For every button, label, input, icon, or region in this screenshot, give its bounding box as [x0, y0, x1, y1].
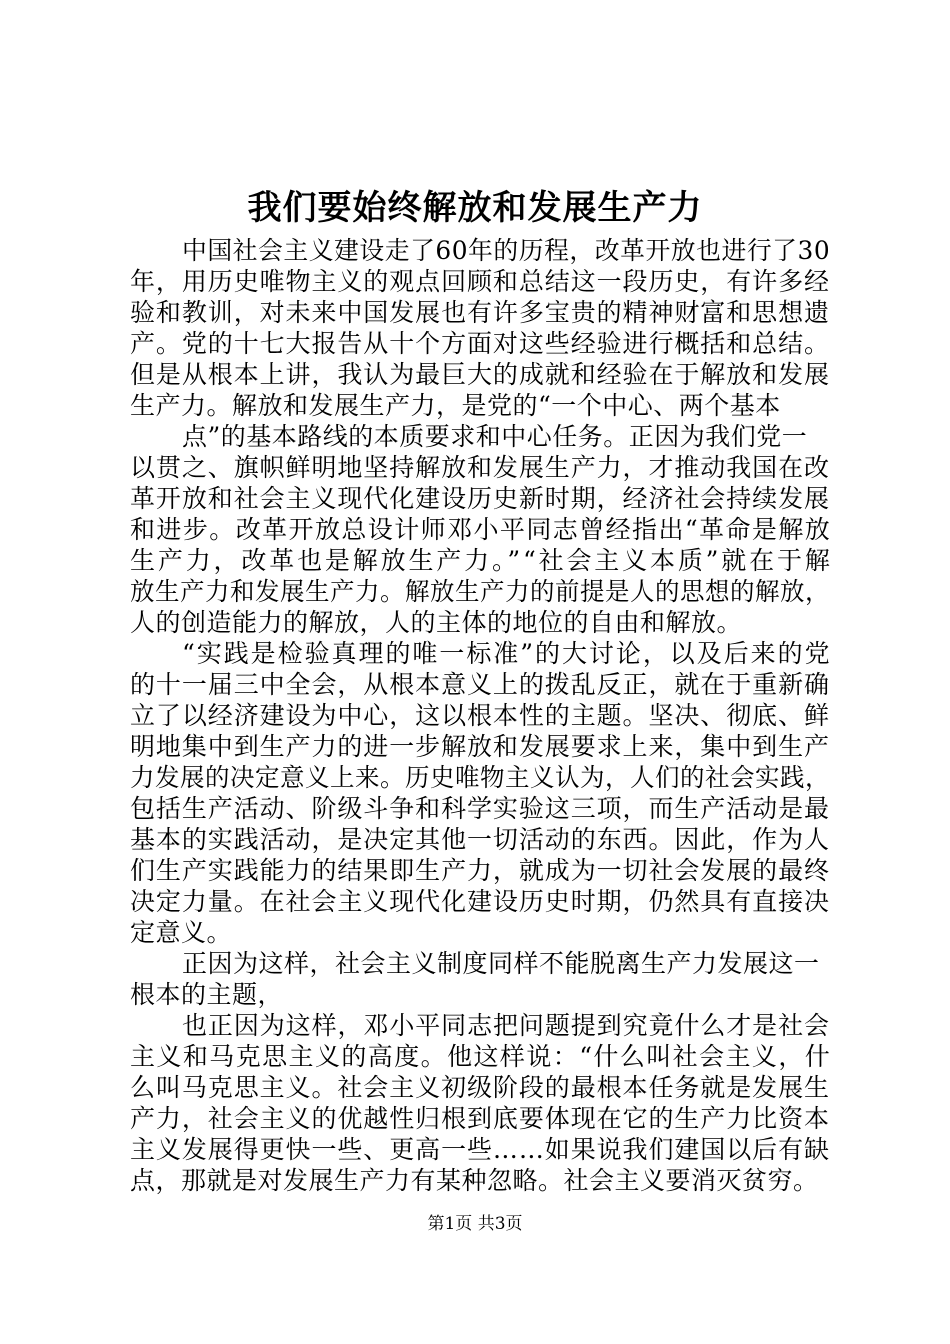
paragraph-line: “实践是检验真理的唯一标准”的大讨论，以及后来的党: [182, 639, 832, 668]
document-title: 我们要始终解放和发展生产力: [247, 188, 703, 228]
paragraph-line: 主义发展得更快一些、更高一些……如果说我们建国以后有缺: [130, 1135, 830, 1164]
paragraph-line: 根本的主题，: [130, 980, 284, 1009]
paragraph-line: 立了以经济建设为中心，这以根本性的主题。坚决、彻底、鲜: [130, 701, 830, 730]
paragraph-line: 主义和马克思主义的高度。他这样说：“什么叫社会主义，什: [130, 1042, 832, 1071]
paragraph-line: 年，用历史唯物主义的观点回顾和总结这一段历史，有许多经: [130, 267, 830, 296]
paragraph-line: 以贯之、旗帜鲜明地坚持解放和发展生产力，才推动我国在改: [130, 453, 830, 482]
paragraph-line: 的十一届三中全会，从根本意义上的拨乱反正，就在于重新确: [130, 670, 830, 699]
paragraph-line: 包括生产活动、阶级斗争和科学实验这三项，而生产活动是最: [130, 794, 830, 823]
page-footer: 第1页 共3页: [427, 1214, 523, 1234]
paragraph-line: 力发展的决定意义上来。历史唯物主义认为，人们的社会实践，: [130, 763, 831, 792]
paragraph-line: 人的创造能力的解放，人的主体的地位的自由和解放。: [130, 608, 743, 637]
paragraph-line: 么叫马克思主义。社会主义初级阶段的最根本任务就是发展生: [130, 1073, 830, 1102]
paragraph-line: 验和教训，对未来中国发展也有许多宝贵的精神财富和思想遗: [130, 298, 830, 327]
paragraph-line: 们生产实践能力的结果即生产力，就成为一切社会发展的最终: [130, 856, 830, 885]
paragraph-line: 基本的实践活动，是决定其他一切活动的东西。因此，作为人: [130, 825, 830, 854]
paragraph-line: 产力，社会主义的优越性归根到底要体现在它的生产力比资本: [130, 1104, 830, 1133]
paragraph-line: 生产力。解放和发展生产力，是党的“一个中心、两个基本: [130, 391, 781, 420]
paragraph-line: 明地集中到生产力的进一步解放和发展要求上来，集中到生产: [130, 732, 830, 761]
paragraph-line: 也正因为这样，邓小平同志把问题提到究竟什么才是社会: [182, 1011, 830, 1040]
paragraph-line: 决定力量。在社会主义现代化建设历史时期，仍然具有直接决: [130, 887, 830, 916]
paragraph-line: 定意义。: [130, 918, 233, 947]
paragraph-line: 但是从根本上讲，我认为最巨大的成就和经验在于解放和发展: [130, 360, 830, 389]
paragraph-line: 革开放和社会主义现代化建设历史新时期，经济社会持续发展: [130, 484, 830, 513]
paragraph-line: 正因为这样，社会主义制度同样不能脱离生产力发展这一: [182, 949, 820, 978]
paragraph-line: 生产力，改革也是解放生产力。”“社会主义本质”就在于解: [130, 546, 833, 575]
paragraph-line: 和进步。改革开放总设计师邓小平同志曾经指出“革命是解放: [130, 515, 832, 544]
paragraph-line: 点，那就是对发展生产力有某种忽略。社会主义要消灭贫穷。: [130, 1166, 819, 1195]
paragraph-line: 中国社会主义建设走了60年的历程，改革开放也进行了30: [182, 236, 831, 265]
paragraph-line: 放生产力和发展生产力。解放生产力的前提是人的思想的解放，: [130, 577, 831, 606]
paragraph-line: 产。党的十七大报告从十个方面对这些经验进行概括和总结。: [130, 329, 830, 358]
paragraph-line: 点”的基本路线的本质要求和中心任务。正因为我们党一: [182, 422, 808, 451]
